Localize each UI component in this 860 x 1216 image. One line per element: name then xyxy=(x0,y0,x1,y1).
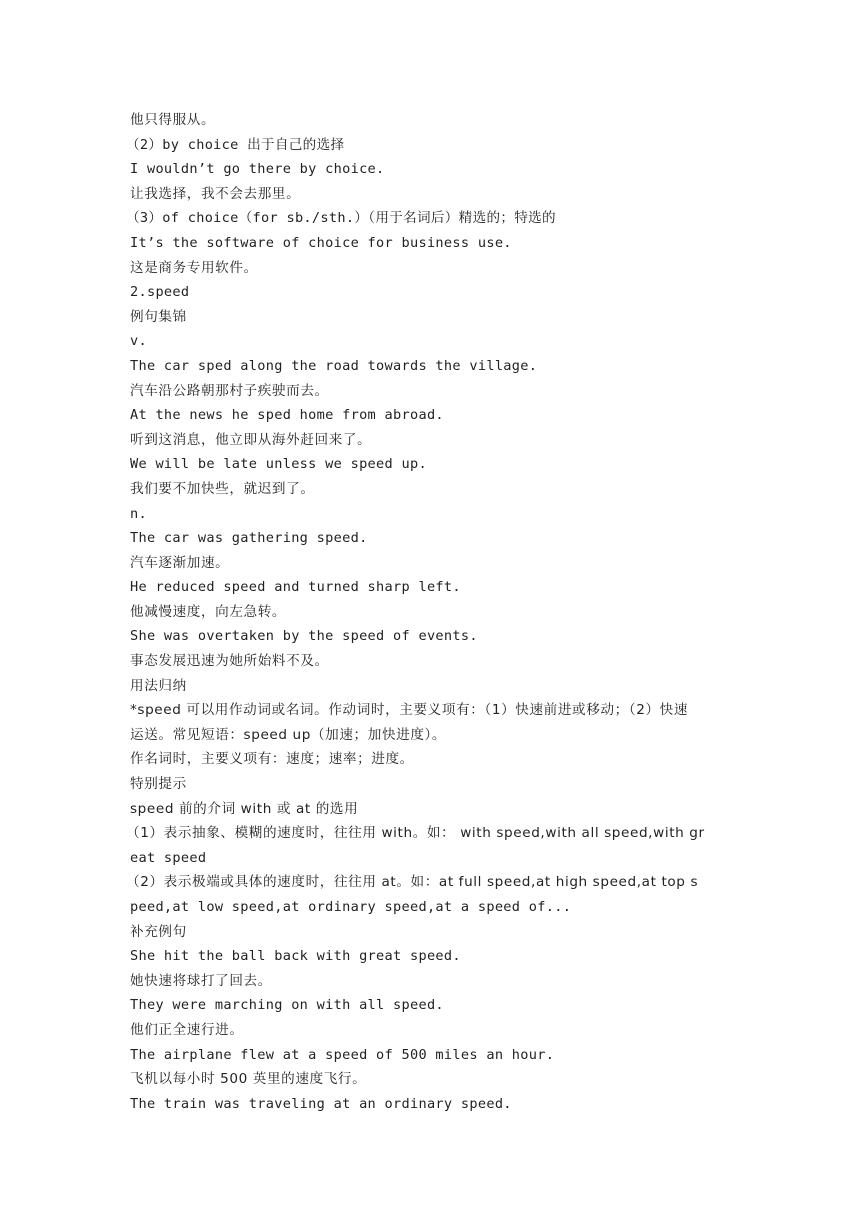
text-line: 听到这消息，他立即从海外赶回来了。 xyxy=(130,431,372,448)
text-line: peed,at low speed,at ordinary speed,at a speed of... xyxy=(130,899,572,915)
text-line: n. xyxy=(130,505,147,522)
text-line: 飞机以每小时 500 英里的速度飞行。 xyxy=(130,1071,367,1088)
document-body xyxy=(126,108,735,1116)
text-line: speed 前的介词 with 或 at 的选用 xyxy=(130,800,359,817)
text-line: 她快速将球打了回去。 xyxy=(130,972,272,989)
text-line: The car was gathering speed. xyxy=(130,530,368,547)
text-line: The airplane flew at a speed of 500 miles an hour. xyxy=(130,1046,555,1063)
text-line: 汽车逐渐加速。 xyxy=(130,554,230,571)
text-line: eat speed xyxy=(130,849,207,866)
text-line: At the news he sped home from abroad. xyxy=(130,407,444,424)
text-line: We will be late unless we speed up. xyxy=(130,456,427,473)
text-line: He reduced speed and turned sharp left. xyxy=(130,579,461,596)
text-line: The car sped along the road towards the village. xyxy=(130,357,538,374)
text-line: 特别提示 xyxy=(130,776,187,793)
text-line: v. xyxy=(130,333,147,350)
text-line: （1）表示抽象、模糊的速度时，往往用 with。如： with speed,with all speed,with gr xyxy=(126,825,705,842)
text-line: 补充例句 xyxy=(130,923,187,940)
text-line: They were marching on with all speed. xyxy=(130,997,444,1014)
text-line: The train was traveling at an ordinary speed. xyxy=(130,1095,512,1112)
text-line: 作名词时，主要义项有：速度；速率；进度。 xyxy=(130,751,414,768)
text-line: 让我选择，我不会去那里。 xyxy=(130,185,301,202)
text-line: 他减慢速度，向左急转。 xyxy=(130,603,287,620)
text-line: 事态发展迅速为她所始料不及。 xyxy=(130,653,329,670)
text-line: 运送。常见短语：speed up（加速；加快进度）。 xyxy=(130,726,447,743)
text-line: It’s the software of choice for business use. xyxy=(130,234,512,251)
text-line: （2）by choice 出于自己的选择 xyxy=(126,136,345,153)
text-line: *speed 可以用作动词或名词。作动词时，主要义项有：（1）快速前进或移动；（2）快速 xyxy=(130,702,689,719)
text-line: 这是商务专用软件。 xyxy=(130,259,258,276)
text-line: 他只得服从。 xyxy=(130,112,216,128)
text-line: 例句集锦 xyxy=(130,308,187,325)
text-line: （2）表示极端或具体的速度时，往往用 at。如：at full speed,at high speed,at top s xyxy=(126,874,699,891)
text-line: I wouldn’t go there by choice. xyxy=(130,161,385,178)
text-line: She hit the ball back with great speed. xyxy=(130,948,461,965)
text-line: 汽车沿公路朝那村子疾驶而去。 xyxy=(130,382,329,399)
text-line: She was overtaken by the speed of events. xyxy=(130,628,478,645)
text-line: 2.speed xyxy=(130,284,190,301)
text-line: （3）of choice（for sb./sth.）（用于名词后）精选的；特选的 xyxy=(126,210,556,227)
text-line: 他们正全速行进。 xyxy=(130,1021,244,1038)
text-line: 用法归纳 xyxy=(130,677,187,694)
text-line: 我们要不加快些，就迟到了。 xyxy=(130,480,315,497)
